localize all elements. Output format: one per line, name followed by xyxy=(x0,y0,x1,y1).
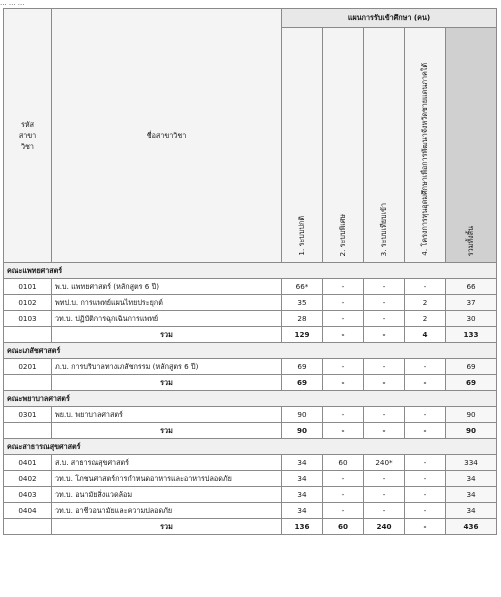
subtotal-blank xyxy=(4,423,52,439)
major-code-cell: 0401 xyxy=(4,455,52,471)
table-row xyxy=(4,407,497,423)
subtotal-row xyxy=(4,519,497,535)
value-cell: - xyxy=(364,487,405,503)
admission-plan-table xyxy=(3,8,497,535)
value-cell: - xyxy=(364,295,405,311)
value-cell: - xyxy=(364,407,405,423)
table-row xyxy=(4,359,497,375)
subtotal-value-cell: 436 xyxy=(446,519,497,535)
value-cell: - xyxy=(323,311,364,327)
value-cell: - xyxy=(405,471,446,487)
subtotal-value-cell: - xyxy=(323,375,364,391)
subtotal-value-cell: - xyxy=(364,423,405,439)
value-cell: 34 xyxy=(282,471,323,487)
major-code-cell: 0402 xyxy=(4,471,52,487)
value-cell: - xyxy=(323,407,364,423)
table-row xyxy=(4,279,497,295)
subtotal-blank xyxy=(4,519,52,535)
major-code-cell: 0102 xyxy=(4,295,52,311)
subtotal-label: รวม xyxy=(52,423,282,439)
value-cell: - xyxy=(405,503,446,519)
value-cell: - xyxy=(405,359,446,375)
subtotal-blank xyxy=(4,327,52,343)
subtotal-value-cell: - xyxy=(405,375,446,391)
value-cell: - xyxy=(405,407,446,423)
value-cell: - xyxy=(364,359,405,375)
value-cell: - xyxy=(323,295,364,311)
header-col-regular: 1. ระบบปกติ xyxy=(282,28,323,263)
header-col-special: 2. ระบบพิเศษ xyxy=(323,28,364,263)
value-cell: 60 xyxy=(323,455,364,471)
value-cell: - xyxy=(405,487,446,503)
subtotal-value-cell: 90 xyxy=(446,423,497,439)
major-name-cell: ภ.บ. การบริบาลทางเภสัชกรรม (หลักสูตร 6 ปี) xyxy=(52,359,282,375)
major-code-cell: 0301 xyxy=(4,407,52,423)
subtotal-value-cell: - xyxy=(405,423,446,439)
value-cell: - xyxy=(364,471,405,487)
major-code-cell: 0201 xyxy=(4,359,52,375)
subtotal-value-cell: 133 xyxy=(446,327,497,343)
value-cell: - xyxy=(364,311,405,327)
subtotal-row xyxy=(4,375,497,391)
value-cell: 34 xyxy=(446,471,497,487)
major-name-cell: วท.บ. อาชีวอนามัยและความปลอดภัย xyxy=(52,503,282,519)
major-code-cell: 0404 xyxy=(4,503,52,519)
table-row xyxy=(4,503,497,519)
value-cell: - xyxy=(405,455,446,471)
value-cell: 28 xyxy=(282,311,323,327)
major-name-cell: วท.บ. ปฏิบัติการฉุกเฉินการแพทย์ xyxy=(52,311,282,327)
faculty-row xyxy=(4,391,497,407)
major-name-cell: พย.บ. พยาบาลศาสตร์ xyxy=(52,407,282,423)
value-cell: 30 xyxy=(446,311,497,327)
subtotal-value-cell: 90 xyxy=(282,423,323,439)
major-name-cell: ส.บ. สาธารณสุขศาสตร์ xyxy=(52,455,282,471)
value-cell: - xyxy=(323,279,364,295)
subtotal-value-cell: - xyxy=(405,519,446,535)
subtotal-value-cell: 69 xyxy=(282,375,323,391)
subtotal-row xyxy=(4,423,497,439)
major-name-cell: วท.บ. โภชนศาสตร์การกำหนดอาหารและอาหารปลอดภัย xyxy=(52,471,282,487)
subtotal-blank xyxy=(4,375,52,391)
subtotal-value-cell: 240 xyxy=(364,519,405,535)
header-major-name: ชื่อสาขาวิชา xyxy=(52,9,282,263)
value-cell: 66 xyxy=(446,279,497,295)
value-cell: - xyxy=(405,279,446,295)
subtotal-value-cell: 69 xyxy=(446,375,497,391)
major-name-cell: พทป.บ. การแพทย์แผนไทยประยุกต์ xyxy=(52,295,282,311)
subtotal-value-cell: 129 xyxy=(282,327,323,343)
major-code-cell: 0101 xyxy=(4,279,52,295)
value-cell: - xyxy=(364,503,405,519)
faculty-row xyxy=(4,263,497,279)
subtotal-value-cell: - xyxy=(364,327,405,343)
faculty-name: คณะสาธารณสุขศาสตร์ xyxy=(4,439,497,455)
value-cell: 90 xyxy=(446,407,497,423)
cut-off-header-text: ... ... ... xyxy=(0,0,25,7)
value-cell: 90 xyxy=(282,407,323,423)
value-cell: 69 xyxy=(446,359,497,375)
header-col-transfer: 3. ระบบเทียบเข้า xyxy=(364,28,405,263)
major-code-cell: 0403 xyxy=(4,487,52,503)
subtotal-label: รวม xyxy=(52,519,282,535)
value-cell: - xyxy=(323,471,364,487)
value-cell: 69 xyxy=(282,359,323,375)
subtotal-label: รวม xyxy=(52,327,282,343)
value-cell: 34 xyxy=(282,487,323,503)
subtotal-value-cell: 4 xyxy=(405,327,446,343)
subtotal-value-cell: - xyxy=(323,423,364,439)
table-row xyxy=(4,487,497,503)
value-cell: 240* xyxy=(364,455,405,471)
value-cell: 34 xyxy=(282,503,323,519)
value-cell: 34 xyxy=(282,455,323,471)
table-row xyxy=(4,311,497,327)
faculty-name: คณะพยาบาลศาสตร์ xyxy=(4,391,497,407)
value-cell: 334 xyxy=(446,455,497,471)
header-admission-plan: แผนการรับเข้าศึกษา (คน) xyxy=(282,9,497,28)
value-cell: 37 xyxy=(446,295,497,311)
header-col-total: รวมทั้งสิ้น xyxy=(446,28,497,263)
subtotal-value-cell: 60 xyxy=(323,519,364,535)
value-cell: 2 xyxy=(405,295,446,311)
table-body xyxy=(4,263,497,535)
value-cell: - xyxy=(323,359,364,375)
subtotal-value-cell: - xyxy=(323,327,364,343)
faculty-row xyxy=(4,343,497,359)
subtotal-label: รวม xyxy=(52,375,282,391)
subtotal-value-cell: - xyxy=(364,375,405,391)
subtotal-value-cell: 136 xyxy=(282,519,323,535)
faculty-name: คณะเภสัชศาสตร์ xyxy=(4,343,497,359)
major-code-cell: 0103 xyxy=(4,311,52,327)
major-name-cell: วท.บ. อนามัยสิ่งแวดล้อม xyxy=(52,487,282,503)
value-cell: - xyxy=(323,503,364,519)
header-col-scholarship: 4. โครงการทุนอุดมศึกษาเพื่อการพัฒนาจังหวัดชายแดนภาคใต้ xyxy=(405,28,446,263)
faculty-name: คณะแพทยศาสตร์ xyxy=(4,263,497,279)
value-cell: - xyxy=(323,487,364,503)
header-major-code: รหัส สาขา วิชา xyxy=(4,9,52,263)
faculty-row xyxy=(4,439,497,455)
table-row xyxy=(4,471,497,487)
table-row xyxy=(4,295,497,311)
table-row xyxy=(4,455,497,471)
value-cell: 2 xyxy=(405,311,446,327)
value-cell: 34 xyxy=(446,487,497,503)
value-cell: - xyxy=(364,279,405,295)
value-cell: 34 xyxy=(446,503,497,519)
value-cell: 66* xyxy=(282,279,323,295)
value-cell: 35 xyxy=(282,295,323,311)
major-name-cell: พ.บ. แพทยศาสตร์ (หลักสูตร 6 ปี) xyxy=(52,279,282,295)
subtotal-row xyxy=(4,327,497,343)
